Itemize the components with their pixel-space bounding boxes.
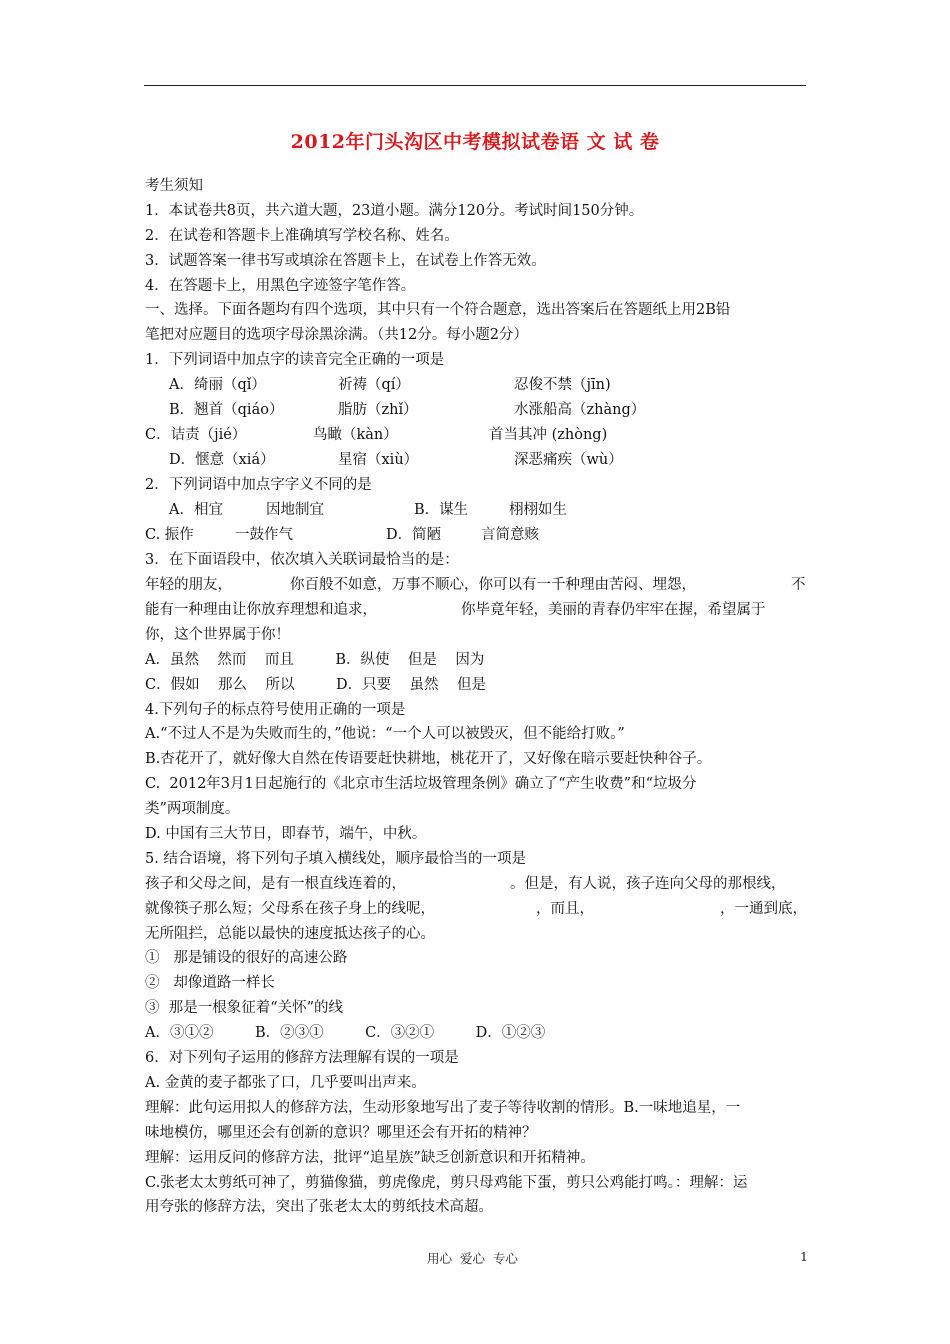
q1-option: 祈祷（qí） bbox=[338, 377, 410, 393]
page-number: 1 bbox=[800, 1249, 808, 1264]
q5-passage: ，而且， bbox=[536, 901, 594, 917]
q1-option: D．惬意（xiá） bbox=[169, 452, 275, 468]
q2-option: 栩栩如生 bbox=[509, 502, 567, 518]
q1-option: 首当其冲 (zhòng) bbox=[489, 427, 608, 443]
question-3-stem: 3．在下面语段中，依次填入关联词最恰当的是： bbox=[145, 552, 459, 568]
q1-option: 水涨船高（zhàng） bbox=[514, 402, 646, 418]
q5-passage: 就像筷子那么短；父母系在孩子身上的线呢， bbox=[145, 901, 435, 917]
header-rule bbox=[144, 85, 806, 86]
section-intro: 一、选择。下面各题均有四个选项，其中只有一个符合题意，选出答案后在答题纸上用2B铅 bbox=[145, 302, 731, 318]
q6-text: 用夸张的修辞方法，突出了张老太太的剪纸技术高超。 bbox=[145, 1199, 493, 1215]
q4-option: B.杏花开了，就好像大自然在传语要赶快耕地，桃花开了，又好像在暗示要赶快种谷子。 bbox=[145, 751, 712, 767]
notice-item: 4．在答题卡上，用黑色字迹签字笔作答。 bbox=[145, 278, 416, 294]
q2-option: B．谋生 bbox=[414, 502, 469, 518]
question-5-stem: 5. 结合语境，将下列句子填入横线处，顺序最恰当的一项是 bbox=[145, 851, 526, 867]
page-title: 2012年门头沟区中考模拟试卷语 文 试 卷 bbox=[290, 131, 660, 153]
q4-option: A.“不过人不是为失败而生的，”他说：“一个人可以被毁灭，但不能给打败。” bbox=[145, 726, 625, 742]
q6-text: 味地模仿，哪里还会有创新的意识？哪里还会有开拓的精神？ bbox=[145, 1125, 537, 1141]
q3-passage: 能有一种理由让你放弃理想和追求， bbox=[145, 602, 377, 618]
q3-passage: 你，这个世界属于你！ bbox=[145, 627, 290, 643]
q1-option: 脂肪（zhǐ） bbox=[338, 402, 418, 418]
q2-option: 因地制宜 bbox=[266, 502, 324, 518]
question-1-stem: 1．下列词语中加点字的读音完全正确的一项是 bbox=[145, 352, 445, 368]
q1-option: 深恶痛疾（wù） bbox=[514, 452, 623, 468]
q3-passage: 年轻的朋友， bbox=[145, 577, 232, 593]
q6-text: 理解：运用反问的修辞方法，批评“追星族”缺乏创新意识和开拓精神。 bbox=[145, 1150, 595, 1166]
q3-passage: 你毕竟年轻，美丽的青春仍牢牢在握，希望属于 bbox=[461, 602, 766, 618]
q2-option: 言简意赅 bbox=[481, 527, 539, 543]
q5-passage: ，一通到底， bbox=[720, 901, 807, 917]
q2-option: 一鼓作气 bbox=[235, 527, 293, 543]
question-2-stem: 2．下列词语中加点字字义不同的是 bbox=[145, 477, 372, 493]
q6-text: C.张老太太剪纸可神了，剪猫像猫，剪虎像虎，剪只母鸡能下蛋，剪只公鸡能打鸣。：理解：运 bbox=[145, 1175, 748, 1191]
q4-option: D. 中国有三大节日，即春节，端午，中秋。 bbox=[145, 826, 427, 842]
section-intro: 笔把对应题目的选项字母涂黑涂满。（共12分。每小题2分） bbox=[145, 327, 528, 343]
q3-options: C．假如 那么 所以 D．只要 虽然 但是 bbox=[145, 677, 486, 693]
q4-option: C. 2012年3月1日起施行的《北京市生活垃圾管理条例》确立了“产生收费”和“垃圾分 bbox=[145, 776, 697, 792]
notice-item: 2．在试卷和答题卡上准确填写学校名称、姓名。 bbox=[145, 228, 459, 244]
q3-passage: 不 bbox=[791, 577, 806, 593]
question-6-stem: 6．对下列句子运用的修辞方法理解有误的一项是 bbox=[145, 1050, 459, 1066]
q6-option: A. 金黄的麦子都张了口，几乎要叫出声来。 bbox=[145, 1075, 426, 1091]
q3-options: A．虽然 然而 而且 B．纵使 但是 因为 bbox=[145, 652, 485, 668]
q5-sentence: ③ 那是一根象征着“关怀”的线 bbox=[145, 1000, 344, 1016]
q1-option: A．绮丽（qǐ） bbox=[169, 377, 266, 393]
notice-item: 1．本试卷共8页，共六道大题，23道小题。满分120分。考试时间150分钟。 bbox=[145, 203, 644, 219]
q1-option: 鸟瞰（kàn） bbox=[313, 427, 398, 443]
notice-item: 3．试题答案一律书写或填涂在答题卡上，在试卷上作答无效。 bbox=[145, 253, 546, 269]
q5-options: A．③①② B．②③① C．③②① D．①②③ bbox=[145, 1025, 546, 1041]
q5-sentence: ② 却像道路一样长 bbox=[145, 975, 275, 991]
q1-option: B．翘首（qiáo） bbox=[169, 402, 284, 418]
q5-passage: 。但是，有人说，孩子连向父母的那根线， bbox=[510, 876, 786, 892]
footer-slogan: 用心 爱心 专心 bbox=[427, 1251, 518, 1266]
question-4-stem: 4.下列句子的标点符号使用正确的一项是 bbox=[145, 702, 406, 718]
q1-option: 星宿（xiù） bbox=[338, 452, 419, 468]
q5-passage: 孩子和父母之间，是有一根直线连着的， bbox=[145, 876, 406, 892]
q1-option: 忍俊不禁（jīn) bbox=[514, 377, 611, 393]
q2-option: D．简陋 bbox=[386, 527, 442, 543]
q2-option: C. 振作 bbox=[145, 527, 194, 543]
q5-passage: 无所阻拦，总能以最快的速度抵达孩子的心。 bbox=[145, 926, 435, 942]
q6-text: 理解：此句运用拟人的修辞方法，生动形象地写出了麦子等待收割的情形。B.一味地追星，一 bbox=[145, 1100, 741, 1116]
q4-option: 类”两项制度。 bbox=[145, 801, 240, 817]
q2-option: A．相宜 bbox=[169, 502, 223, 518]
notice-heading: 考生须知 bbox=[145, 178, 203, 194]
q5-sentence: ① 那是铺设的很好的高速公路 bbox=[145, 950, 348, 966]
q1-option: C．诘责（jié） bbox=[145, 427, 247, 443]
q3-passage: 你百般不如意，万事不顺心，你可以有一千种理由苦闷、埋怨， bbox=[290, 577, 696, 593]
